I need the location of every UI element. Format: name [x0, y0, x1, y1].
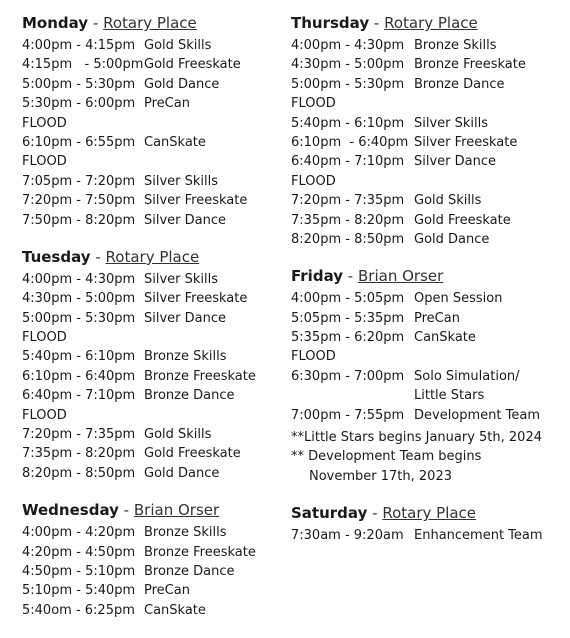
activity-name: Bronze Dance: [144, 388, 235, 404]
flood-label: FLOOD: [22, 115, 67, 131]
note-little-stars: **Little Stars begins January 5th, 2024: [291, 430, 542, 446]
flood-label: FLOOD: [22, 154, 67, 170]
time-range: 4:00pm - 4:15pm: [22, 38, 136, 53]
schedule-row: [291, 230, 563, 249]
schedule-row: [22, 94, 284, 113]
schedule-row: [291, 367, 563, 386]
flood-row: [291, 347, 563, 366]
time-range: 7:00pm - 7:55pm: [291, 407, 405, 423]
flood-label: FLOOD: [22, 330, 67, 346]
time-range: 7:35pm - 8:20pm: [291, 212, 405, 228]
day-thursday: [291, 12, 563, 249]
day-friday: [291, 265, 563, 486]
activity-name: Gold Freeskate: [414, 212, 511, 228]
separator: -: [95, 247, 101, 266]
day-header: [22, 246, 284, 268]
time-range: 6:30pm - 7:00pm: [291, 368, 405, 384]
schedule-row: [22, 133, 284, 152]
activity-name: Enhancement Team: [414, 528, 543, 544]
activity-name: Silver Dance: [144, 212, 227, 228]
separator: -: [92, 14, 99, 32]
activity-name: PreCan: [414, 310, 460, 326]
schedule-row: [22, 191, 284, 210]
time-range: 4:00pm - 4:20pm: [22, 525, 136, 541]
time-range: 4:00pm - 5:05pm: [291, 291, 405, 307]
day-name: Friday: [291, 267, 344, 286]
activity-name: Silver Freeskate: [414, 134, 518, 150]
activity-name: Silver Skills: [144, 173, 219, 189]
schedule-row: [22, 270, 284, 289]
day-header: [291, 265, 563, 287]
schedule-row: [22, 543, 284, 562]
flood-row: [22, 114, 284, 133]
schedule-row: [291, 75, 563, 94]
flood-row: [22, 152, 284, 171]
activity-name: Silver Dance: [144, 310, 227, 326]
schedule-row: [291, 406, 563, 425]
schedule-row: [22, 36, 284, 55]
note-development-team: ** Development Team begins: [291, 449, 482, 465]
activity-name: CanSkate: [414, 330, 476, 346]
schedule-row: [291, 309, 563, 328]
note-development-team-date: November 17th, 2023: [309, 468, 452, 484]
time-range: 4:30pm - 5:00pm: [291, 57, 405, 73]
time-range: 7:35pm - 8:20pm: [22, 446, 136, 462]
time-range: 5:05pm - 5:35pm: [291, 310, 405, 326]
separator: -: [372, 504, 378, 523]
schedule-row: [22, 601, 284, 620]
separator: -: [373, 14, 380, 32]
time-range: 5:10pm - 5:40pm: [22, 583, 136, 599]
location-link[interactable]: Rotary Place: [103, 14, 197, 32]
time-range: 4:15pm - 5:00pm: [22, 57, 144, 73]
day-header: [22, 499, 284, 521]
schedule-row: [22, 581, 284, 600]
time-range: 6:40pm - 7:10pm: [291, 154, 405, 170]
day-header: [291, 502, 563, 524]
time-range: 6:40pm - 7:10pm: [22, 388, 136, 404]
activity-name: Gold Dance: [144, 465, 220, 481]
time-range: 5:30pm - 6:00pm: [22, 96, 136, 112]
schedule-row: [22, 367, 284, 386]
time-range: 5:40om - 6:25pm: [22, 602, 135, 618]
location-link[interactable]: Brian Orser: [133, 501, 220, 520]
schedule-row: [22, 444, 284, 463]
schedule-row: [291, 289, 563, 308]
activity-name: Little Stars: [414, 388, 485, 404]
schedule-row: [22, 425, 284, 444]
schedule-row: [291, 114, 563, 133]
activity-name: Gold Dance: [144, 76, 220, 92]
time-range: 4:30pm - 5:00pm: [22, 291, 136, 307]
activity-name: Bronze Freeskate: [414, 57, 526, 73]
schedule-row: [22, 464, 284, 483]
time-range: 6:10pm - 6:40pm: [22, 368, 136, 384]
time-range: 5:35pm - 6:20pm: [291, 330, 405, 346]
activity-name: Open Session: [414, 291, 503, 307]
right-column: [291, 12, 563, 562]
flood-label: FLOOD: [22, 407, 67, 423]
day-name: Monday: [22, 14, 89, 32]
activity-name: Gold Freeskate: [144, 57, 241, 73]
activity-name: PreCan: [144, 96, 190, 112]
schedule-row: [22, 523, 284, 542]
activity-name: Silver Freeskate: [144, 291, 248, 307]
day-wednesday: [22, 499, 284, 620]
time-range: 4:00pm - 4:30pm: [22, 271, 136, 287]
flood-row: [291, 94, 563, 113]
time-range: 5:40pm - 6:10pm: [291, 115, 405, 131]
separator: -: [123, 501, 130, 520]
schedule-row: [291, 133, 563, 152]
activity-name: Bronze Skills: [144, 349, 227, 365]
time-range: 8:20pm - 8:50pm: [22, 465, 136, 481]
left-column: [22, 12, 284, 636]
activity-name: CanSkate: [144, 134, 206, 150]
activity-name: Bronze Freeskate: [144, 368, 256, 384]
activity-name: Bronze Dance: [414, 76, 505, 92]
schedule-row: [22, 172, 284, 191]
schedule-row: [22, 309, 284, 328]
activity-name: Bronze Freeskate: [144, 544, 256, 560]
activity-name: Silver Dance: [414, 154, 497, 170]
location-link[interactable]: Rotary Place: [382, 504, 477, 523]
day-saturday: [291, 502, 563, 545]
time-range: 4:00pm - 4:30pm: [291, 38, 405, 53]
time-range: 7:50pm - 8:20pm: [22, 212, 136, 228]
day-name: Wednesday: [22, 501, 119, 520]
schedule-row: [291, 55, 563, 74]
day-monday: [22, 12, 284, 230]
activity-name: Bronze Skills: [414, 38, 497, 53]
activity-name: Solo Simulation/: [414, 368, 520, 384]
schedule-row-continuation: [291, 386, 563, 405]
flood-label: FLOOD: [291, 349, 336, 365]
schedule-row: [291, 36, 563, 55]
day-header: [291, 12, 563, 34]
activity-name: Silver Skills: [414, 115, 489, 131]
location-link[interactable]: Brian Orser: [358, 267, 444, 286]
schedule-row: [291, 328, 563, 347]
schedule-row: [22, 55, 284, 74]
schedule-row: [22, 289, 284, 308]
activity-name: Gold Skills: [414, 193, 482, 209]
activity-name: Gold Freeskate: [144, 446, 241, 462]
flood-label: FLOOD: [291, 173, 336, 189]
time-range: 6:10pm - 6:55pm: [22, 134, 136, 150]
schedule-row: [291, 152, 563, 171]
location-link[interactable]: Rotary Place: [105, 247, 200, 266]
schedule-row: [22, 386, 284, 405]
flood-row: [291, 172, 563, 191]
location-link[interactable]: Rotary Place: [384, 14, 478, 32]
time-range: 7:20pm - 7:35pm: [291, 193, 405, 209]
schedule-row: [22, 347, 284, 366]
schedule-row: [291, 526, 563, 545]
time-range: 7:30am - 9:20am: [291, 528, 404, 544]
day-name: Saturday: [291, 504, 368, 523]
flood-label: FLOOD: [291, 96, 336, 112]
friday-notes: [291, 428, 563, 486]
activity-name: Bronze Dance: [144, 563, 235, 579]
activity-name: Development Team: [414, 407, 541, 423]
activity-name: Gold Skills: [144, 38, 212, 53]
time-range: 8:20pm - 8:50pm: [291, 231, 405, 247]
time-range: 4:50pm - 5:10pm: [22, 563, 136, 579]
time-range: 6:10pm - 6:40pm: [291, 134, 409, 150]
time-range: 5:00pm - 5:30pm: [291, 76, 405, 92]
time-range: 7:20pm - 7:50pm: [22, 193, 136, 209]
time-range: 4:20pm - 4:50pm: [22, 544, 136, 560]
day-name: Tuesday: [22, 247, 91, 266]
schedule-row: [291, 191, 563, 210]
activity-name: CanSkate: [144, 602, 206, 618]
activity-name: Gold Skills: [144, 427, 212, 443]
time-range: 7:20pm - 7:35pm: [22, 427, 136, 443]
activity-name: Gold Dance: [414, 231, 490, 247]
time-range: 7:05pm - 7:20pm: [22, 173, 136, 189]
time-range: 5:40pm - 6:10pm: [22, 349, 136, 365]
day-name: Thursday: [291, 14, 370, 32]
activity-name: Bronze Skills: [144, 525, 227, 541]
schedule-row: [22, 211, 284, 230]
schedule-row: [291, 211, 563, 230]
activity-name: Silver Skills: [144, 271, 219, 287]
activity-name: Silver Freeskate: [144, 193, 248, 209]
day-tuesday: [22, 246, 284, 483]
schedule-row: [22, 562, 284, 581]
flood-row: [22, 406, 284, 425]
day-header: [22, 12, 284, 34]
time-range: 5:00pm - 5:30pm: [22, 310, 136, 326]
separator: -: [347, 267, 354, 286]
flood-row: [22, 328, 284, 347]
schedule-row: [22, 75, 284, 94]
activity-name: PreCan: [144, 583, 190, 599]
time-range: 5:00pm - 5:30pm: [22, 76, 136, 92]
